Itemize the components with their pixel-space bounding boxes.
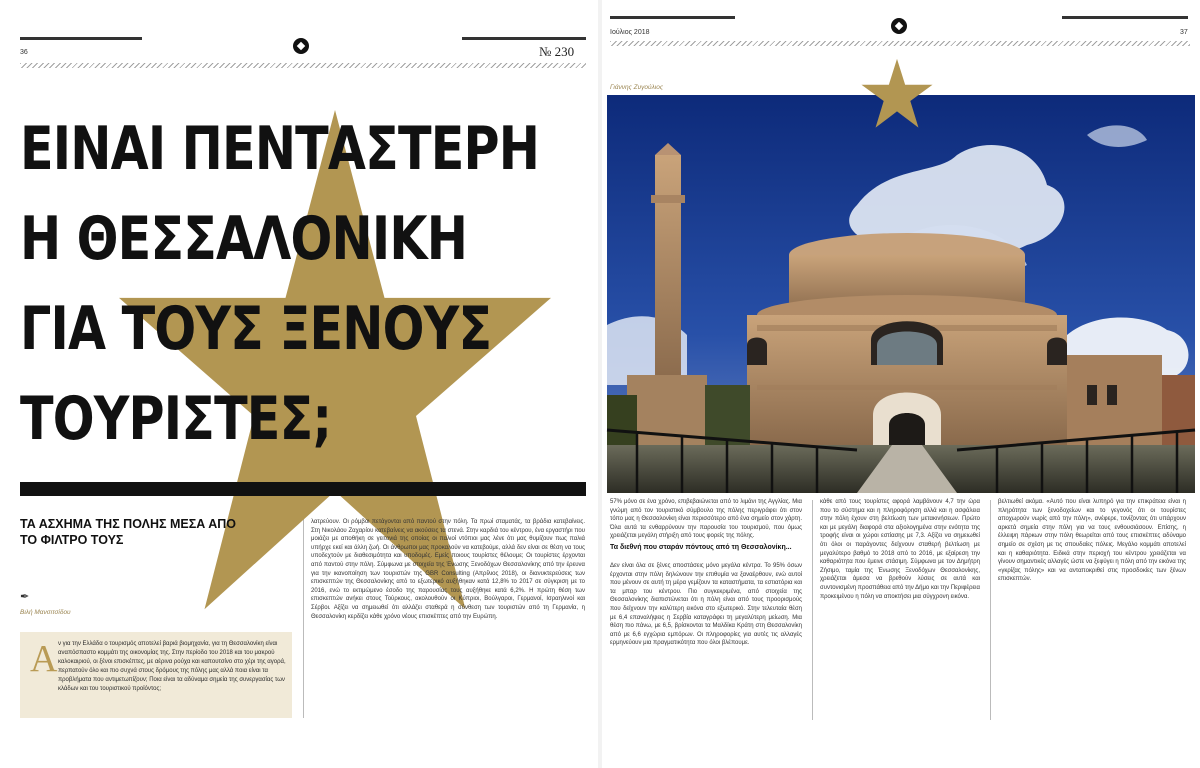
page-number: 37 — [1180, 29, 1188, 36]
article-column: Δεν είναι όλα σε ξένες αποστάσεις μόνο μεγάλα κέντρα. Το 95% όσων έρχονται στην πόλη δηλώνουν την επιθυμία να ξαναέρθουν, ενώ αυτοί που μένουν σε αυτή τη μέρα γεμίζουν τα καταστήματα, τα εστιατόρια και τα μπαρ του κέντρου. Πιο συγκεκριμένα, από στοιχεία της Θεσσαλονίκης διαπιστώνεται ότι η πόλη είναι από τους προορισμούς που δείχνουν την καλύτερη εικόνα στο εξωτερικό. Στην τελευταία θέση με 6,4 επαναλήψεις η Σερβία καταγράφει τη μεγαλύτερη μείωση. Μια θέση πιο πάνω, με 6,5, βρίσκονται τα Μαλδίκα Κράτη στη Θεσσαλονίκη από με 6,6 εγχώρια εμπόρων. Οι πληροφορίες για αυτές τις αλλαγές ερμηνεύουν μια πραγματικότητα που όλοι βλέπουμε. — [610, 563, 802, 647]
page-number: 36 — [20, 49, 28, 56]
headline — [20, 104, 540, 464]
top-rule-left — [20, 37, 142, 40]
headline-line: ΓΙΑ ΤΟΥΣ ΞΕΝΟΥΣ — [20, 294, 492, 364]
top-rule-left — [610, 16, 735, 19]
issue-number: № 230 — [539, 44, 575, 59]
rotunda-illustration — [607, 95, 1195, 493]
headline-bar — [20, 482, 586, 496]
right-page — [602, 0, 1200, 768]
date-folio: Ιούλιος 2018 — [610, 29, 650, 36]
top-rule-right — [1062, 16, 1188, 19]
gold-star-icon — [860, 58, 934, 130]
top-rule-right — [462, 37, 586, 40]
article-intro: 57% μόνο σε ένα χρόνο, επιβεβαιώνεται από το λιμάνι της Αγγλίας. Μια γνώμη από τον τουριστικό σύμβουλο της πόλης περιγράφει ότι στον τόπο μας η Θεσσαλονίκη είναι περισσότερο από ένα σημείο στον χάρτη. Όλα αυτά τα ενθαρρύνουν την παρουσία του τουρισμού, που όμως χρειάζεται μεγάλη στήριξη από τους φορείς της πόλης. — [610, 499, 802, 540]
section-title: Τα διεθνή που σταράν πόντους από τη Θεσσαλονίκη... — [610, 544, 792, 551]
lead-paragraph-box — [20, 632, 292, 718]
article-column: λατρεύουν. Οι ρόμβοι πετάγονται από παντού στην πόλη. Τα πρωί σταματάς, τα βράδια κατεβαίνεις. Στη Νικολάου Ζαχαρίου κατεβαίνεις να ακούσεις τα στενά. Στην καρδιά του κέντρου, ένα εργαστήρι που μοιάζει με αποθήκη σε γειτονιά της οποίας οι παλιοί ντόπιοι μας λένε ότι μας θυμίζουν πως παλιά υπήρχε εκεί και άλλη ζωή. Οι άνθρωποι μας προκαλούν να κατεβούμε, αλλά δεν είναι σε θέση να τους υποδεχτούν με διαθεσιμότητα και υποδομές. Εμείς ποιους τουρίστες θέλουμε; Οι τουρίστες έρχονται από παντού στην πόλη. Σύμφωνα με στοιχεία της Ένωσης Ξενοδόχων Θεσσαλονίκης από την έρευνα για την ικανοποίηση των τουριστών της GBR Consulting (Απρίλιος 2018), οι διανυκτερεύσεις των επισκεπτών της Θεσσαλονίκης από το εξωτερικό αυξήθηκαν κατά 12,8% το 2017 σε σύγκριση με το 2016, ενώ το εκτιμώμενο έσοδο της παρουσίας τους αυξήθηκε κατά 6,2%. Η πρώτη θέση των επισκεπτών ανήκει στους Τούρκους, ακολουθούν οι Κύπριοι, Βούλγαροι, Γερμανοί, Ισραηλινοί και Σέρβοι. Αξίζει να σημειωθεί ότι αλλάζει σταθερά η σύνθεση των τουριστών από τη Γερμανία, η Θεσσαλονίκη κερδίζει κάθε χρόνο νέους επισκέπτες από την Ευρώπη. — [311, 519, 585, 620]
drop-cap: Α — [30, 638, 58, 680]
left-page — [0, 0, 598, 768]
lead-paragraph: ν για την Ελλάδα ο τουρισμός αποτελεί βαριά βιομηχανία, για τη Θεσσαλονίκη είναι αναπόσπαστο κομμάτι της οικονομίας της. Στην περίοδο του 2018 και του μακρού καλοκαιριού, οι ξένοι επισκέπτες, με αέρινα ρούχα και καπουτσίνο στο χέρι της αγορά, περπατούν όλο και πιο συχνά στους δρόμους της πόλης μας αλλά ποια είναι τα προβλήματα που αντιμετωπίζουν; Ποια είναι τα αδύναμα σημεία της συνεργασίας των κλάδων και του τουριστικού προϊόντος; — [58, 641, 286, 692]
headline-line: ΕΙΝΑΙ ΠΕΝΤΑΣΤΕΡΗ — [20, 114, 540, 184]
fountain-pen-icon: ✒ — [20, 591, 30, 603]
subheadline — [20, 516, 280, 548]
headline-line: ΤΟΥΡΙΣΤΕΣ; — [20, 384, 332, 454]
wavy-divider — [610, 41, 1190, 46]
byline: Βιλή Μανσιτσίδου — [20, 609, 71, 616]
photo-credit: Γιάννης Ζυγούλιος — [610, 84, 664, 91]
hexagon-badge-icon — [891, 18, 907, 34]
article-column: βελτιωθεί ακόμα. «Αυτό που είναι λυπηρό για την επικράτεια είναι η πληρότητα των ξενοδοχείων και το γεγονός ότι οι τουρίστες αποχωρούν νωρίς από την πόλη», ανέφερε, τονίζοντας ότι υπάρχουν αρκετά σημεία στην πόλη για να τους ενθουσιάσουν. Επίσης, η έλλειψη πάρκων στην πόλη θεωρείται από τους επισκέπτες αδύναμο σημείο σε σχέση με τις σπουδαίες πόλεις. Μεγάλο κομμάτι αποτελεί και η καθαριότητα. Ειδικά στην περιοχή του κέντρου χρειάζεται να γίνουν σημαντικές αλλαγές ώστε να ξεφύγει η πόλη από την εικόνα της «γκρίζας πόλης» και να ανταποκριθεί στις προσδοκίες των ξένων επισκεπτών. — [998, 499, 1186, 583]
hexagon-badge-icon — [293, 38, 309, 54]
headline-line: Η ΘΕΣΣΑΛΟΝΙΚΗ — [20, 204, 468, 274]
rotunda-photo — [607, 95, 1195, 493]
subheadline-line: ΤΑ ΑΣΧΗΜΑ ΤΗΣ ΠΟΛΗΣ ΜΕΣΑ ΑΠΟ — [20, 517, 237, 531]
column-divider — [990, 500, 991, 720]
subheadline-line: ΤΟ ΦΙΛΤΡΟ ΤΟΥΣ — [20, 533, 124, 547]
column-divider — [812, 500, 813, 720]
wavy-divider — [20, 63, 586, 68]
article-column: κάθε από τους τουρίστες αφορά λαμβάνουν 4,7 την ώρα που το σύστημα και η πληροφόρηση αλλά και η ασφάλεια στην πόλη έχουν στη βελτίωση των μετακινήσεων. Πρώτο και με μεγάλη διαφορά στα αξιολογημένα στην ενότητα της τροφής είναι οι χώροι εστίασης με 7,3. Αξίζει να σημειωθεί ότι όλοι οι παράγοντες δείχνουν σταθερή βελτίωση με μεγαλύτερο βαθμό το 2018 από το 2016, με εξαίρεση την καθαριότητα που έμεινε στάσιμη. Σύμφωνα με τον Δημήτρη Ζήσιμο, ταμία της Ένωσης Ξενοδόχων Θεσσαλονίκης, χρειάζεται άμεσα να βρεθούν λύσεις σε αυτά και συντονισμένη προσπάθεια από την Δήμο και την Περιφέρεια προκειμένου η πόλη να αποκτήσει μια σύγχρονη εικόνα. — [820, 499, 980, 600]
